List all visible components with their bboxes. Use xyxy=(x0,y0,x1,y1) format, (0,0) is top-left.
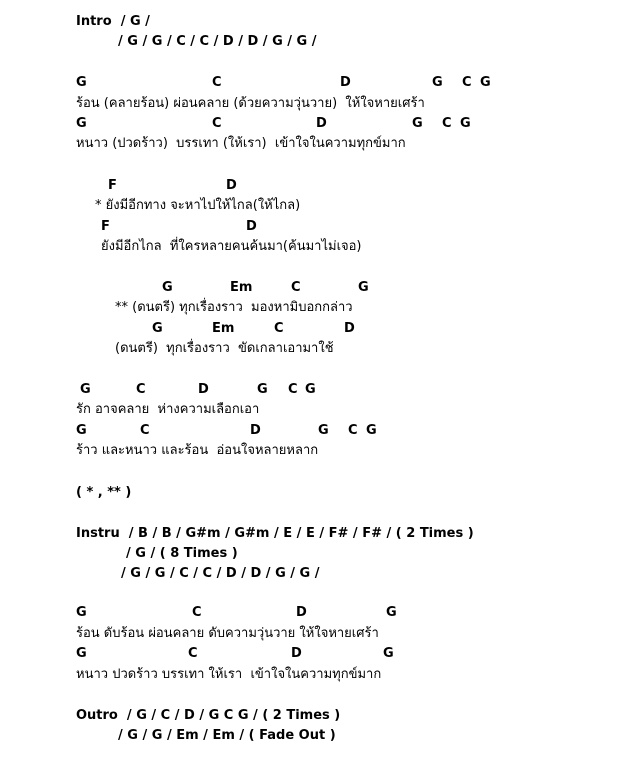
chorus-a-chords-2 xyxy=(0,217,620,237)
verse1-lyric-1: ร้อน (คลายร้อน) ผ่อนคลาย (ด้วยความวุ่นวาย) ให้ใจหายเศร้า xyxy=(76,96,425,111)
verse1-chords-2 xyxy=(0,114,620,134)
chord: G xyxy=(358,280,369,295)
verse2-chords-2 xyxy=(0,644,620,664)
chord: G xyxy=(76,423,87,438)
bridge-chords-1 xyxy=(0,380,620,400)
verse1-lyric-2: หนาว (ปวดร้าว) บรรเทา (ให้เรา) เข้าใจในความทุกข์มาก xyxy=(76,136,406,151)
bridge-lyric-2: ร้าว และหนาว และร้อน อ่อนใจหลายหลาก xyxy=(76,443,319,458)
chord: G xyxy=(386,605,397,620)
chord: D xyxy=(291,646,302,661)
chorus-b-chords-1 xyxy=(0,278,620,298)
chord: G xyxy=(305,382,316,397)
chord: C xyxy=(192,605,202,620)
outro-line-2: / G / G / Em / Em / ( Fade Out ) xyxy=(118,728,336,743)
outro-line-1: Outro / G / C / D / G C G / ( 2 Times ) xyxy=(76,708,341,723)
chord: G xyxy=(76,116,87,131)
chord: D xyxy=(296,605,307,620)
chord: G xyxy=(76,605,87,620)
chorus-a-lyric-1: * ยังมีอีกทาง จะหาไปให้ไกล(ให้ไกล) xyxy=(95,198,301,213)
chorus-b-chords-2 xyxy=(0,319,620,339)
chorus-a-chords-1 xyxy=(0,176,620,196)
chord: D xyxy=(226,178,237,193)
chord: C xyxy=(291,280,301,295)
chord: C xyxy=(274,321,284,336)
chord: C xyxy=(462,75,472,90)
verse2-lyric-1: ร้อน ดับร้อน ผ่อนคลาย ดับความวุ่นวาย ให้ใจหายเศร้า xyxy=(76,626,379,641)
instru-line-1: Instru / B / B / G#m / G#m / E / E / F# / F# / ( 2 Times ) xyxy=(76,526,474,541)
chord: C xyxy=(212,75,222,90)
chord: Em xyxy=(212,321,235,336)
chord: D xyxy=(344,321,355,336)
verse2-chords-1 xyxy=(0,603,620,623)
chord: G xyxy=(257,382,268,397)
chord: G xyxy=(162,280,173,295)
verse2-lyric-2: หนาว ปวดร้าว บรรเทา ให้เรา เข้าใจในความทุกข์มาก xyxy=(76,667,382,682)
chord: G xyxy=(412,116,423,131)
chord: D xyxy=(250,423,261,438)
intro-line-2: / G / G / C / C / D / D / G / G / xyxy=(118,34,317,49)
chord: D xyxy=(340,75,351,90)
chord: G xyxy=(152,321,163,336)
chord: D xyxy=(316,116,327,131)
chord: G xyxy=(432,75,443,90)
chord: C xyxy=(212,116,222,131)
chord: G xyxy=(80,382,91,397)
chord: C xyxy=(442,116,452,131)
chord: D xyxy=(198,382,209,397)
verse1-chords-1 xyxy=(0,73,620,93)
chorus-a-lyric-2: ยังมีอีกไกล ที่ใครหลายคนค้นมา(ค้นมาไม่เจอ) xyxy=(101,239,362,254)
bridge-lyric-1: รัก อาจคลาย ห่างความเลือกเอา xyxy=(76,402,260,417)
chord: D xyxy=(246,219,257,234)
chord: G xyxy=(318,423,329,438)
chord: C xyxy=(288,382,298,397)
chord: G xyxy=(366,423,377,438)
chord: G xyxy=(460,116,471,131)
chord: F xyxy=(108,178,117,193)
instru-line-3: / G / G / C / C / D / D / G / G / xyxy=(121,566,320,581)
chord: G xyxy=(383,646,394,661)
chord: C xyxy=(136,382,146,397)
chord: C xyxy=(140,423,150,438)
chord: G xyxy=(76,646,87,661)
instru-line-2: / G / ( 8 Times ) xyxy=(126,546,238,561)
chord: C xyxy=(348,423,358,438)
chord: Em xyxy=(230,280,253,295)
repeat-marker: ( * , ** ) xyxy=(76,485,132,500)
chorus-b-lyric-1: ** (ดนตรี) ทุกเรื่องราว มองหามิบอกกล่าว xyxy=(115,300,353,315)
chord: C xyxy=(188,646,198,661)
chorus-b-lyric-2: (ดนตรี) ทุกเรื่องราว ขัดเกลาเอามาใช้ xyxy=(115,341,334,356)
bridge-chords-2 xyxy=(0,421,620,441)
chord: G xyxy=(76,75,87,90)
chord: F xyxy=(101,219,110,234)
intro-line-1: Intro / G / xyxy=(76,14,150,29)
chord: G xyxy=(480,75,491,90)
